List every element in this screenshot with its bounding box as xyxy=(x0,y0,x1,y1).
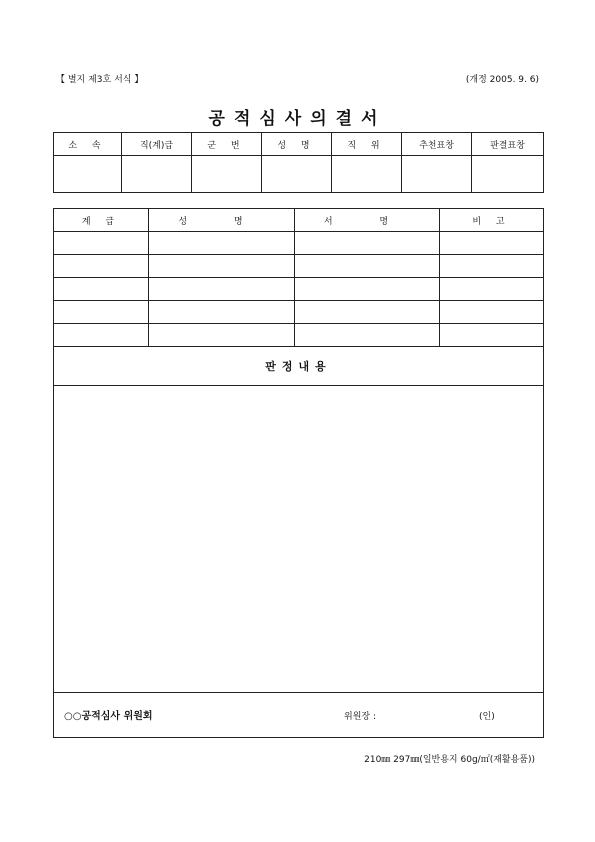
col-member-name: 성 명 xyxy=(149,209,295,232)
col-affiliation: 소 속 xyxy=(54,133,122,156)
revision-date: (개정 2005. 9. 6) xyxy=(465,75,539,85)
col-member-rank: 계 급 xyxy=(54,209,149,232)
paper-spec: 210㎜ 297㎜(일반용지 60g/㎡(재활용품)) xyxy=(364,755,535,765)
table-row xyxy=(54,255,544,278)
info-value-row xyxy=(54,156,544,193)
info-header-row xyxy=(54,133,544,156)
col-position: 직 위 xyxy=(332,133,402,156)
chair-label: 위원장 : xyxy=(344,712,376,722)
name-cell[interactable] xyxy=(262,156,332,193)
col-decided-award: 판결표창 xyxy=(472,133,544,156)
form-label: 【 별지 제3호 서식 】 xyxy=(56,75,144,85)
document-title: 공적심사의결서 xyxy=(208,109,387,129)
recommended-award-cell[interactable] xyxy=(402,156,472,193)
rank-cell[interactable] xyxy=(122,156,192,193)
judgment-content-row xyxy=(54,386,544,693)
col-name: 성 명 xyxy=(262,133,332,156)
position-cell[interactable] xyxy=(332,156,402,193)
affiliation-cell[interactable] xyxy=(54,156,122,193)
col-rank: 직(계)급 xyxy=(122,133,192,156)
col-member-signature: 서 명 xyxy=(295,209,440,232)
col-member-remarks: 비 고 xyxy=(440,209,544,232)
col-service-number: 군 번 xyxy=(192,133,262,156)
info-table xyxy=(53,132,544,193)
table-row xyxy=(54,324,544,347)
judgment-section-header xyxy=(54,347,544,386)
table-row xyxy=(54,301,544,324)
table-row xyxy=(54,278,544,301)
decided-award-cell[interactable] xyxy=(472,156,544,193)
committee-name: ○○공적심사 위원회 xyxy=(64,711,153,722)
footer-row xyxy=(54,693,544,738)
table-row xyxy=(54,232,544,255)
service-number-cell[interactable] xyxy=(192,156,262,193)
member-table xyxy=(53,208,544,738)
member-header-row xyxy=(54,209,544,232)
col-recommended-award: 추천표창 xyxy=(402,133,472,156)
seal-mark: (인) xyxy=(479,712,495,722)
section-title: 판정내용 xyxy=(54,347,544,386)
judgment-content-area[interactable] xyxy=(54,386,544,693)
